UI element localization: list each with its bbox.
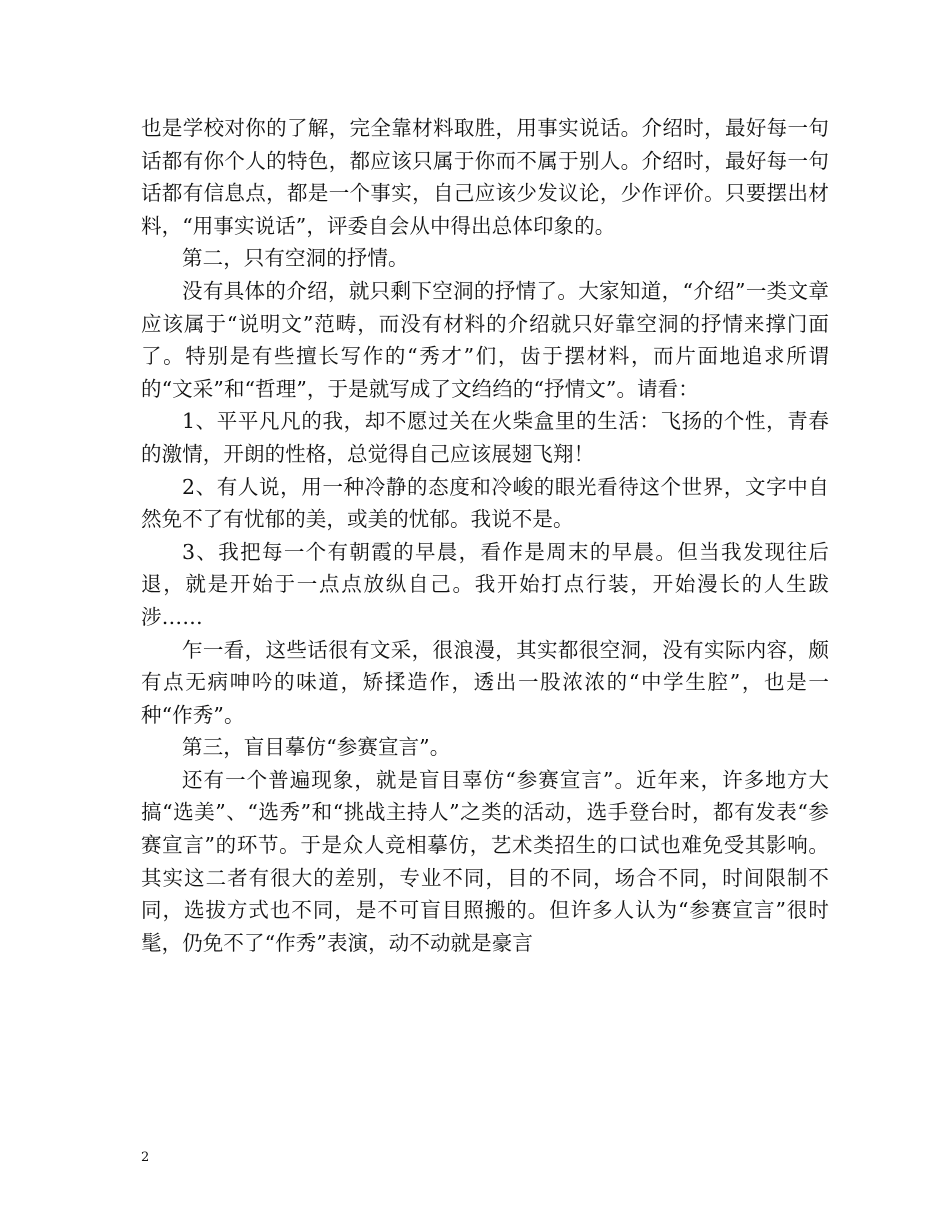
paragraph-7: 乍一看，这些话很有文采，很浪漫，其实都很空洞，没有实际内容，颇有点无病呻吟的味道，矫揉造作，透出一股浓浓的“中学生腔”，也是一种“作秀”。 (141, 637, 829, 727)
paragraph-8: 第三，盲目摹仿“参赛宣言”。 (182, 735, 451, 760)
page-number: 2 (141, 1150, 150, 1165)
paragraph-6: 3、我把每一个有朝霞的早晨，看作是周末的早晨。但当我发现往后退，就是开始于一点点放纵自己。我开始打点行装，开始漫长的人生跋涉…… (141, 539, 829, 629)
paragraph-5: 2、有人说，用一种冷静的态度和冷峻的眼光看待这个世界，文字中自然免不了有忧郁的美，或美的忧郁。我说不是。 (141, 474, 829, 532)
paragraph-9: 还有一个普遍现象，就是盲目辜仿“参赛宣言”。近年来，许多地方大搞“选美”、“选秀”和“挑战主持人”之类的活动，选手登台时，都有发表“参赛宣言”的环节。于是众人竞相摹仿，艺术类招生的口试也难免受其影响。其实这二者有很大的差别，专业不同，目的不同，场合不同，时间限制不同，选拔方式也不同，是不可盲目照搬的。但许多人认为“参赛宣言”很时髦，仍免不了“作秀”表演，动不动就是豪言 (141, 767, 829, 955)
paragraph-2: 第二，只有空洞的抒情。 (182, 246, 409, 271)
paragraph-4: 1、平平凡凡的我，却不愿过关在火柴盒里的生活：飞扬的个性，青春的激情，开朗的性格，总觉得自己应该展翅飞翔！ (141, 409, 829, 466)
paragraph-3: 没有具体的介绍，就只剩下空洞的抒情了。大家知道，“介绍”一类文章应该属于“说明文”范畴，而没有材料的介绍就只好靠空洞的抒情来撑门面了。特别是有些擅长写作的“秀才”们，齿于摆材料，而片面地追求所谓的“文采”和“哲理”，于是就写成了文绉绉的“抒情文”。请看： (141, 278, 829, 401)
paragraph-1: 也是学校对你的了解，完全靠材料取胜，用事实说话。介绍时，最好每一句话都有你个人的特色，都应该只属于你而不属于别人。介绍时，最好每一句话都有信息点，都是一个事实，自己应该少发议论，少作评价。只要摆出材料，“用事实说话”，评委自会从中得出总体印象的。 (141, 116, 829, 238)
document-body (141, 112, 829, 959)
